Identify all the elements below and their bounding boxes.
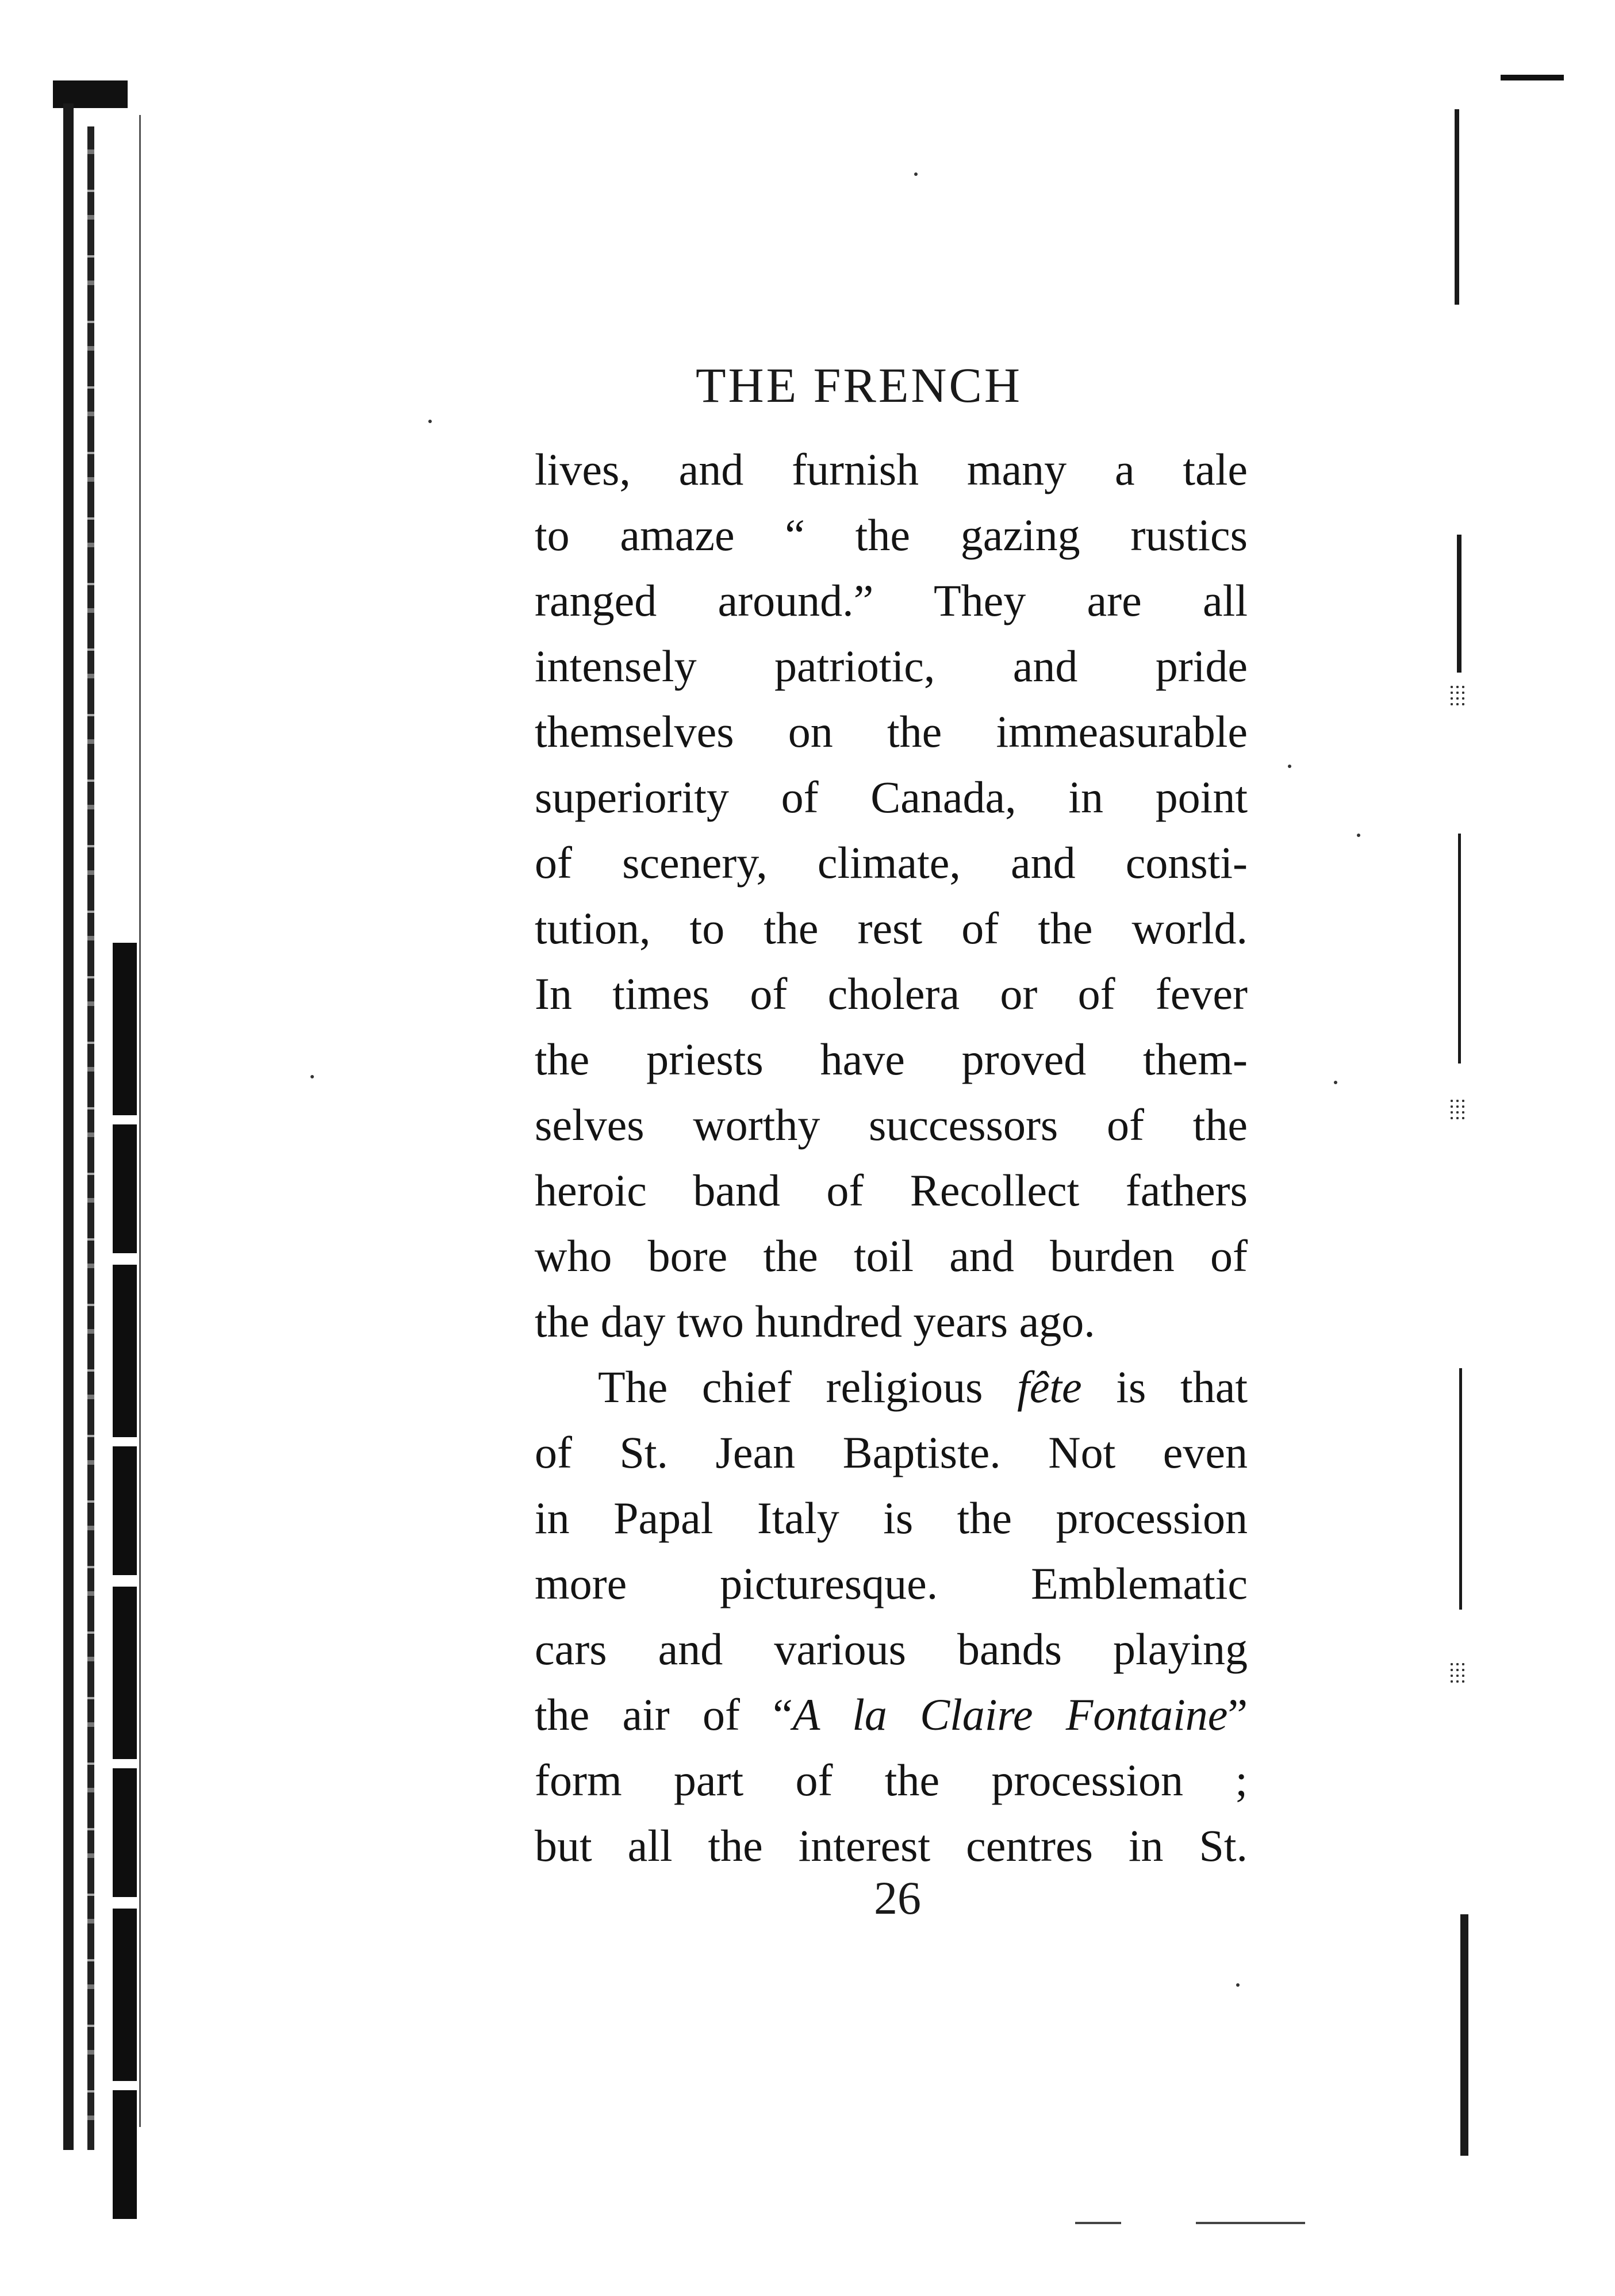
edge-noise — [1449, 684, 1466, 707]
text-line: of scenery, climate, and consti- — [535, 838, 1248, 888]
scan-speck — [1357, 834, 1360, 837]
text-line: lives, and furnish many a tale — [535, 444, 1248, 494]
text-line: the priests have proved them- — [535, 1034, 1248, 1084]
scan-dash — [1075, 2222, 1121, 2224]
text-run: is that — [1081, 1362, 1248, 1412]
text-line: who bore the toil and burden of — [535, 1231, 1248, 1281]
text-line: heroic band of Recollect fathers — [535, 1165, 1248, 1215]
edge-segment — [1458, 834, 1461, 1063]
scan-speck — [428, 420, 432, 423]
scan-speck — [914, 172, 918, 176]
text-line-air — [535, 1682, 1248, 1748]
scan-edge-right — [1437, 75, 1575, 2202]
text-line: the day two hundred years ago. — [535, 1296, 1095, 1346]
edge-segment — [1459, 1368, 1462, 1610]
italic-word: fête — [1017, 1362, 1082, 1412]
scan-speck — [310, 1075, 314, 1078]
binding-bar — [63, 103, 74, 2150]
edge-segment — [1457, 535, 1461, 673]
edge-segment — [1455, 109, 1459, 305]
scan-binding-edge-left — [53, 80, 139, 2167]
paragraph-2-first-line — [535, 1354, 1248, 1420]
text-line: of St. Jean Baptiste. Not even — [535, 1427, 1248, 1477]
text-line: selves worthy successors of the — [535, 1100, 1248, 1150]
text-line: in Papal Italy is the procession — [535, 1493, 1248, 1543]
edge-segment — [1460, 1914, 1468, 2156]
text-line: In times of cholera or of fever — [535, 969, 1248, 1019]
text-line: intensely patriotic, and pride — [535, 641, 1248, 691]
edge-noise — [1449, 1098, 1466, 1121]
edge-cap — [1501, 75, 1564, 80]
scan-dash — [1196, 2222, 1305, 2224]
binding-bar-heavy — [113, 943, 137, 2230]
binding-rule — [139, 115, 141, 2127]
text-run: the air of “ — [535, 1690, 793, 1740]
text-line: to amaze “ the gazing rustics — [535, 510, 1248, 560]
edge-noise — [1449, 1661, 1466, 1684]
scan-speck — [1236, 1983, 1240, 1987]
text-run: The chief religious — [598, 1362, 1018, 1412]
scan-speck — [1334, 1081, 1337, 1084]
running-head: THE FRENCH — [696, 358, 1022, 413]
italic-song-title: A la Claire Fontaine — [792, 1690, 1228, 1740]
scan-speck — [1288, 765, 1291, 768]
text-line: more picturesque. Emblematic — [535, 1558, 1248, 1608]
text-line: superiority of Canada, in point — [535, 772, 1248, 822]
binding-bar-textured — [87, 126, 94, 2150]
text-line: ranged around.” They are all — [535, 575, 1248, 625]
text-line: tution, to the rest of the world. — [535, 903, 1248, 953]
text-run: ” — [1227, 1690, 1248, 1740]
text-line: themselves on the immeasurable — [535, 707, 1248, 757]
page-number: 26 — [874, 1872, 921, 1924]
text-line: cars and various bands playing — [535, 1624, 1248, 1674]
text-line: but all the interest centres in St. — [535, 1821, 1248, 1871]
text-line: form part of the procession ; — [535, 1755, 1248, 1805]
body-text — [535, 437, 1248, 1879]
